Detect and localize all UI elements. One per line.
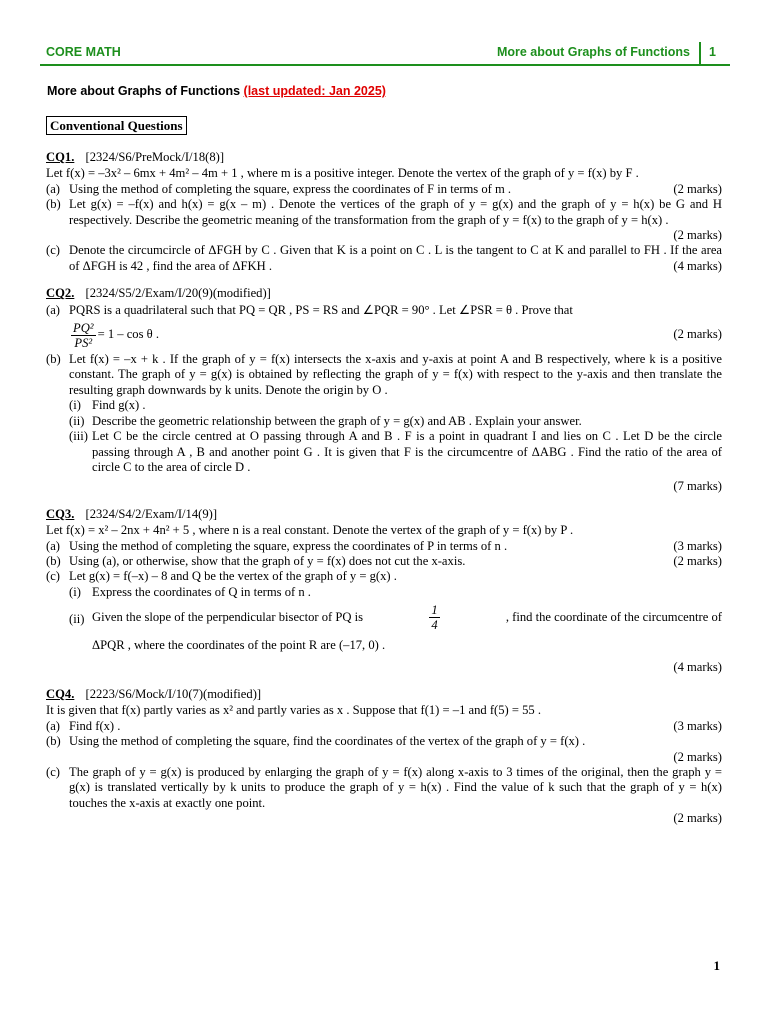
marks: (2 marks) — [673, 811, 722, 826]
part-label: (a) — [46, 718, 60, 733]
part-label: (c) — [46, 569, 60, 584]
part-c — [46, 569, 722, 584]
question-header — [46, 507, 722, 522]
part-a — [46, 182, 722, 197]
question-cq2 — [46, 286, 722, 494]
subpart-label: (i) — [69, 584, 81, 599]
document-title — [47, 84, 386, 98]
marks: (3 marks) — [673, 718, 722, 733]
header-rule — [40, 64, 730, 66]
footer-page-number: 1 — [713, 958, 720, 973]
part-label: (b) — [46, 734, 61, 749]
question-ref: [2324/S4/2/Exam/I/14(9)] — [85, 506, 218, 521]
question-id: CQ3. — [46, 506, 75, 521]
fraction-numerator: 1 — [431, 603, 438, 618]
question-cq1 — [46, 150, 722, 274]
part-label: (c) — [46, 243, 60, 258]
part-text: Let g(x) = –f(x) and h(x) = g(x – m) . Denote the vertices of the graph of y = g(x) and the graph of y = h(x) be G and H respectively. Describe the geometric meaning of the transformation from the graph of y = f(x) to the graph of y = h(x) . — [69, 197, 722, 227]
equation — [69, 318, 722, 352]
part-label: (b) — [46, 553, 61, 568]
question-intro: It is given that f(x) partly varies as x² and partly varies as x . Suppose that f(1) = –1 and f(5) = 55 . — [46, 703, 542, 718]
question-ref: [2324/S5/2/Exam/I/20(9)(modified)] — [85, 286, 271, 301]
part-text: Denote the circumcircle of ΔFGH by C . Given that K is a point on C . L is the tangent to C at K and parallel to FH . If the area of ΔFGH is 42 , find the area of ΔFKH . — [69, 243, 722, 273]
subpart-text: Describe the geometric relationship between the graph of y = g(x) and AB . Explain your answer. — [92, 413, 582, 428]
question-list — [46, 150, 722, 839]
subpart-label: (i) — [69, 398, 81, 413]
header-divider — [699, 42, 701, 65]
marks: (2 marks) — [673, 228, 722, 243]
fraction-denominator: 4 — [431, 618, 438, 633]
fraction — [429, 603, 439, 632]
part-b — [46, 734, 722, 749]
part-label: (c) — [46, 765, 60, 779]
part-label: (a) — [46, 181, 60, 196]
part-label: (a) — [46, 302, 60, 317]
question-cq4 — [46, 687, 722, 827]
subpart-text-cont: , find the coordinate of the circumcentre of — [505, 609, 722, 624]
fraction-numerator: PQ² — [73, 320, 94, 335]
subpart-ii — [69, 414, 722, 429]
subpart-i — [69, 585, 722, 600]
subpart-label: (ii) — [69, 413, 85, 428]
part-text: Find f(x) . — [69, 718, 121, 733]
question-header — [46, 286, 722, 301]
part-text: Using the method of completing the square, express the coordinates of F in terms of m . — [69, 181, 512, 196]
part-b — [46, 197, 722, 243]
marks: (2 marks) — [673, 749, 722, 764]
question-cq3 — [46, 507, 722, 675]
header-topic: More about Graphs of Functions — [496, 45, 690, 59]
subpart-label: (ii) — [69, 612, 85, 627]
marks: (3 marks) — [673, 538, 722, 553]
header-course: CORE MATH — [46, 45, 121, 59]
marks: (2 marks) — [673, 327, 722, 342]
part-a — [46, 539, 722, 554]
question-ref: [2324/S6/PreMock/I/18(8)] — [85, 150, 225, 164]
part-text: Using (a), or otherwise, show that the graph of y = f(x) does not cut the x-axis. — [69, 553, 466, 568]
fraction-denominator: PS² — [74, 335, 93, 350]
part-a — [46, 719, 722, 734]
question-intro: Let f(x) = –3x² – 6mx + 4m² – 4m + 1 , where m is a positive integer. Denote the vertex of the graph of y = f(x) by F . — [46, 166, 639, 181]
part-c — [46, 243, 722, 274]
marks: (2 marks) — [673, 181, 722, 196]
part-text: The graph of y = g(x) is produced by enlarging the graph of y = f(x) along x-axis to 3 times of the original, then the graph y = g(x) is translated vertically by k units to produce the graph of y = h(x) . Find the value of k such that the graph of y = h(x) touches the x-axis at exactly one point. — [69, 765, 722, 810]
subpart-label: (iii) — [69, 429, 88, 444]
header-page-number: 1 — [709, 45, 716, 59]
part-label: (b) — [46, 352, 61, 367]
part-text: Let g(x) = f(–x) – 8 and Q be the vertex of the graph of y = g(x) . — [69, 569, 397, 584]
question-id: CQ2. — [46, 286, 75, 301]
marks: (4 marks) — [673, 659, 722, 674]
part-b — [46, 554, 722, 569]
question-header — [46, 687, 722, 702]
subpart-ii — [69, 603, 722, 653]
subpart-text: Express the coordinates of Q in terms of n . — [92, 584, 311, 599]
equation-rest: = 1 – cos θ . — [97, 327, 159, 342]
part-label: (a) — [46, 538, 60, 553]
page-header — [46, 44, 728, 64]
section-heading: Conventional Questions — [46, 116, 187, 135]
part-text: PQRS is a quadrilateral such that PQ = QR , PS = RS and ∠PQR = 90° . Let ∠PSR = θ . Prove that — [69, 302, 573, 317]
marks: (4 marks) — [673, 258, 722, 273]
subpart-text: Given the slope of the perpendicular bisector of PQ is — [92, 609, 364, 624]
subpart-iii — [69, 429, 722, 475]
marks: (2 marks) — [673, 553, 722, 568]
marks: (7 marks) — [673, 479, 722, 494]
subpart-text: Let C be the circle centred at O passing through A and B . F is a point in quadrant I and lies on C . Let D be the circle passing through A , B and another point G . It is given that F is the circumcentre of ΔABG . Find the ratio of the area of circle C to the area of circle D . — [92, 429, 722, 474]
question-header — [46, 150, 722, 165]
question-intro: Let f(x) = x² – 2nx + 4n² + 5 , where n is a real constant. Denote the vertex of the graph of y = f(x) by P . — [46, 523, 574, 538]
part-text: Using the method of completing the square, find the coordinates of the vertex of the graph of y = f(x) . — [69, 734, 586, 749]
part-text: Let f(x) = –x + k . If the graph of y = f(x) intersects the x-axis and y-axis at point A and B respectively, where k is a positive constant. The graph of y = g(x) is obtained by reflecting the graph of y = f(x) with respect to the y-axis and then translate the resulting graph downwards by k units. Denote the origin by O . — [69, 352, 722, 397]
question-id: CQ1. — [46, 150, 75, 164]
title-updated: (last updated: Jan 2025) — [243, 84, 386, 98]
part-c — [46, 765, 722, 811]
part-a — [46, 303, 722, 318]
part-text: Using the method of completing the square, express the coordinates of P in terms of n . — [69, 538, 508, 553]
subpart-text: Find g(x) . — [92, 398, 146, 413]
part-b — [46, 352, 722, 398]
subpart-i — [69, 398, 722, 413]
title-main: More about Graphs of Functions — [47, 84, 241, 98]
question-id: CQ4. — [46, 686, 75, 701]
question-ref: [2223/S6/Mock/I/10(7)(modified)] — [85, 686, 262, 701]
part-label: (b) — [46, 197, 61, 212]
fraction — [71, 321, 96, 350]
subpart-text-line2: ΔPQR , where the coordinates of the point R are (–17, 0) . — [92, 638, 386, 653]
